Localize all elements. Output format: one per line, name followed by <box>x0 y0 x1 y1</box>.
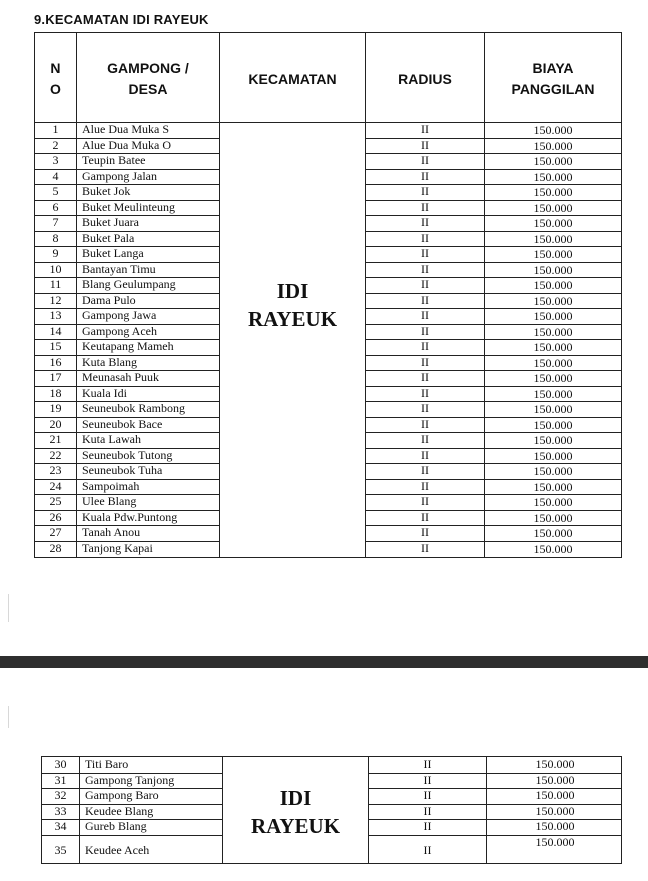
row-number: 10 <box>49 261 62 276</box>
row-radius: II <box>421 199 429 214</box>
row-biaya: 150.000 <box>533 309 573 323</box>
row-desa: Buket Jok <box>82 184 131 198</box>
table-kecamatan-idi-rayeuk-continued <box>41 756 622 864</box>
header-radius-label: RADIUS <box>398 70 452 87</box>
row-radius: II <box>421 277 429 291</box>
row-biaya: 150.000 <box>535 757 575 771</box>
row-number: 28 <box>49 540 62 555</box>
row-biaya: 150.000 <box>533 185 573 199</box>
kecamatan-cell-2 <box>223 784 368 840</box>
row-biaya: 150.000 <box>533 247 573 261</box>
row-number: 27 <box>49 525 62 539</box>
row-desa: Buket Meulinteung <box>82 199 175 214</box>
row-number: 9 <box>52 246 59 260</box>
row-desa: Seuneubok Tutong <box>82 447 173 462</box>
row-desa: Keudee Blang <box>85 803 154 818</box>
row-number: 25 <box>49 494 62 508</box>
row-number: 6 <box>52 199 59 214</box>
header-kecamatan-label: KECAMATAN <box>248 70 337 87</box>
row-desa: Seuneubok Bace <box>82 416 163 431</box>
row-desa: Ulee Blang <box>82 494 137 508</box>
row-number: 20 <box>49 416 62 431</box>
row-radius: II <box>423 788 432 803</box>
row-desa: Dama Pulo <box>82 292 136 307</box>
row-desa: Sampoimah <box>82 478 140 493</box>
row-number: 33 <box>54 803 67 818</box>
row-desa: Kuala Pdw.Puntong <box>82 509 178 524</box>
row-biaya: 150.000 <box>533 262 573 277</box>
row-desa: Kuala Idi <box>82 385 127 400</box>
row-desa: Buket Langa <box>82 246 144 260</box>
row-biaya: 150.000 <box>533 371 573 385</box>
row-desa: Gampong Jalan <box>82 168 157 183</box>
page-title: 9.KECAMATAN IDI RAYEUK <box>34 12 209 27</box>
row-biaya: 150.000 <box>533 138 573 153</box>
row-radius: II <box>421 370 429 384</box>
header-no-label: N O <box>50 60 61 97</box>
row-radius: II <box>421 447 429 462</box>
row-radius: II <box>421 385 429 400</box>
row-desa: Gampong Aceh <box>82 323 157 338</box>
row-number: 19 <box>49 401 62 415</box>
row-biaya: 150.000 <box>533 510 573 525</box>
header-no <box>35 41 76 117</box>
row-desa: Buket Pala <box>82 230 135 245</box>
row-biaya: 150.000 <box>535 803 575 818</box>
row-biaya: 150.000 <box>535 772 575 787</box>
row-number: 4 <box>52 168 59 183</box>
row-number: 15 <box>49 339 62 353</box>
row-number: 12 <box>49 292 62 307</box>
row-number: 21 <box>49 432 62 446</box>
row-radius: II <box>421 230 429 245</box>
row-radius: II <box>421 261 429 276</box>
row-number: 22 <box>49 447 62 462</box>
row-desa: Keutapang Mameh <box>82 339 174 353</box>
row-number: 3 <box>52 153 59 167</box>
row-radius: II <box>421 432 429 446</box>
row-radius: II <box>423 803 432 818</box>
row-radius: II <box>421 308 429 322</box>
header-gampong-label: GAMPONG / DESA <box>107 60 189 97</box>
row-biaya: 150.000 <box>535 819 575 834</box>
header-gampong-desa <box>77 41 219 117</box>
row-number: 35 <box>54 843 67 857</box>
kecamatan-name: IDI RAYEUK <box>247 279 338 331</box>
row-radius: II <box>421 323 429 338</box>
row-number: 1 <box>52 122 59 136</box>
row-radius: II <box>421 184 429 198</box>
row-desa: Kuta Blang <box>82 354 137 369</box>
row-desa: Gureb Blang <box>85 819 147 834</box>
row-radius: II <box>421 494 429 508</box>
row-number: 17 <box>49 370 62 384</box>
header-radius <box>366 41 484 117</box>
header-biaya-label: BIAYA PANGGILAN <box>511 60 595 97</box>
scan-mark <box>8 706 9 728</box>
row-biaya: 150.000 <box>533 216 573 230</box>
row-number: 18 <box>49 385 62 400</box>
row-number: 30 <box>54 757 67 771</box>
row-biaya: 150.000 <box>533 293 573 308</box>
row-number: 2 <box>52 137 59 152</box>
kecamatan-name-2: IDI RAYEUK <box>250 786 341 838</box>
row-radius: II <box>423 819 432 834</box>
row-desa: Seuneubok Tuha <box>82 463 163 477</box>
row-desa: Meunasah Puuk <box>82 370 159 384</box>
row-number: 14 <box>49 323 62 338</box>
row-desa: Alue Dua Muka O <box>82 137 171 152</box>
row-biaya: 150.000 <box>533 123 573 137</box>
row-radius: II <box>421 401 429 415</box>
row-number: 8 <box>52 230 59 245</box>
row-desa: Seuneubok Rambong <box>82 401 185 415</box>
row-desa: Blang Geulumpang <box>82 277 176 291</box>
row-number: 5 <box>52 184 59 198</box>
row-number: 24 <box>49 478 62 493</box>
row-radius: II <box>421 122 429 136</box>
row-number: 13 <box>49 308 62 322</box>
row-radius: II <box>423 757 432 771</box>
row-biaya: 150.000 <box>533 355 573 370</box>
row-divider <box>42 835 222 836</box>
row-biaya: 150.000 <box>533 541 573 556</box>
row-radius: II <box>423 772 432 787</box>
row-number: 16 <box>49 354 62 369</box>
row-biaya: 150.000 <box>533 433 573 447</box>
row-desa: Gampong Jawa <box>82 308 157 322</box>
row-radius: II <box>421 153 429 167</box>
row-number: 11 <box>49 277 62 291</box>
row-biaya: 150.000 <box>533 464 573 478</box>
row-biaya: 150.000 <box>533 324 573 339</box>
row-biaya: 150.000 <box>533 417 573 432</box>
header-kecamatan <box>220 41 365 117</box>
row-radius: II <box>421 168 429 183</box>
row-biaya: 150.000 <box>533 479 573 494</box>
row-desa: Teupin Batee <box>82 153 146 167</box>
row-number: 26 <box>49 509 62 524</box>
row-radius: II <box>421 416 429 431</box>
row-biaya: 150.000 <box>533 402 573 416</box>
row-biaya: 150.000 <box>535 835 575 849</box>
row-biaya: 150.000 <box>533 200 573 215</box>
row-radius: II <box>423 843 432 857</box>
row-radius: II <box>421 246 429 260</box>
row-biaya: 150.000 <box>533 340 573 354</box>
row-biaya: 150.000 <box>533 231 573 246</box>
row-number: 31 <box>54 772 67 787</box>
row-radius: II <box>421 215 429 229</box>
row-biaya: 150.000 <box>533 495 573 509</box>
row-biaya: 150.000 <box>533 278 573 292</box>
table-kecamatan-idi-rayeuk <box>34 32 622 558</box>
row-number: 34 <box>54 819 67 834</box>
scan-mark <box>8 594 9 622</box>
row-desa: Kuta Lawah <box>82 432 141 446</box>
row-radius: II <box>421 339 429 353</box>
row-desa: Alue Dua Muka S <box>82 122 169 136</box>
row-radius: II <box>421 292 429 307</box>
row-desa: Tanah Anou <box>82 525 141 539</box>
row-radius: II <box>421 525 429 539</box>
page-separator <box>0 656 648 668</box>
row-radius: II <box>421 354 429 369</box>
row-biaya: 150.000 <box>533 169 573 184</box>
row-desa: Tanjong Kapai <box>82 540 153 555</box>
row-desa: Gampong Tanjong <box>85 772 175 787</box>
kecamatan-cell <box>220 277 365 333</box>
header-biaya-panggilan <box>485 41 621 117</box>
row-number: 32 <box>54 788 67 803</box>
row-desa: Titi Baro <box>85 757 129 771</box>
row-desa: Bantayan Timu <box>82 261 156 276</box>
row-radius: II <box>421 509 429 524</box>
row-biaya: 150.000 <box>533 448 573 463</box>
row-radius: II <box>421 540 429 555</box>
row-desa: Buket Juara <box>82 215 139 229</box>
row-biaya: 150.000 <box>533 154 573 168</box>
row-number: 23 <box>49 463 62 477</box>
row-biaya: 150.000 <box>535 788 575 803</box>
row-radius: II <box>421 478 429 493</box>
row-radius: II <box>421 137 429 152</box>
row-radius: II <box>421 463 429 477</box>
row-desa: Keudee Aceh <box>85 843 150 857</box>
row-biaya: 150.000 <box>533 526 573 540</box>
row-number: 7 <box>52 215 59 229</box>
row-biaya: 150.000 <box>533 386 573 401</box>
row-desa: Gampong Baro <box>85 788 159 803</box>
